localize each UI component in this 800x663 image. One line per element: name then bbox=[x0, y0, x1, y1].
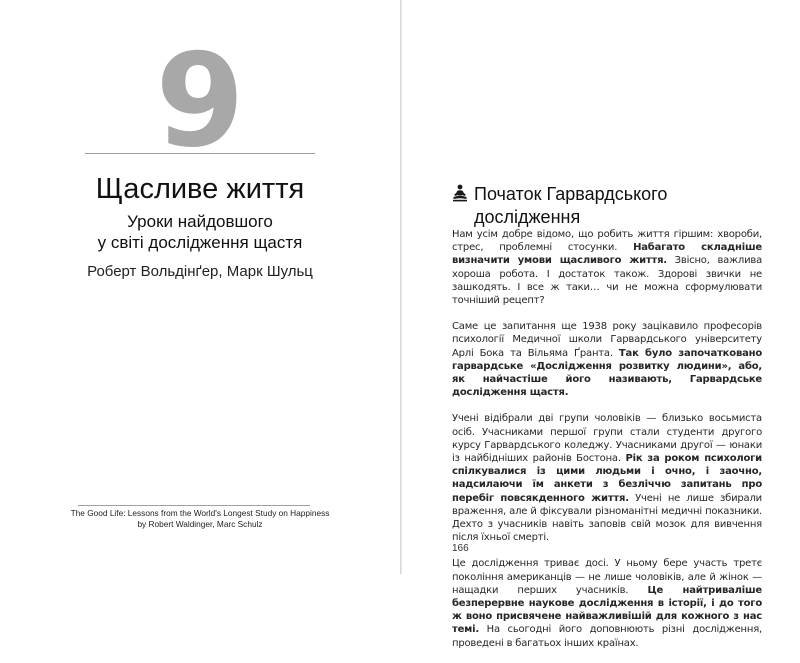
p3-text-a: Учені відібрали дві групи чоловіків — близько восьмиста осіб. Учасниками першої групи стали студенти другого курсу Гарвардського коледжу. Учасниками другої — юнаки із найбідніших районів Бостона. bbox=[452, 413, 762, 465]
p2-text: Саме це запитання ще 1938 року зацікавило професорів психології Медичної школи Гарвардського університету Арлі Бока та Вільяма Ґранта. bbox=[452, 321, 762, 359]
p4-bold: Це найтриваліше безперервне наукове дослідження в історії, і до того ж воно присвячене найважливішій для кожного з нас темі. bbox=[452, 584, 762, 636]
book-authors: Роберт Вольдінґер, Марк Шульц bbox=[87, 263, 313, 280]
book-title: Щасливе життя bbox=[95, 173, 305, 205]
p1-bold: Набагато складніше визначити умови щасливого життя. bbox=[452, 242, 762, 267]
meditation-figure-icon bbox=[452, 184, 468, 202]
p2-bold: Так було започатковано гарвардське «Дослідження розвитку людини», або, як найчастіше його називають, Гарвардське дослідження щастя. bbox=[452, 347, 762, 399]
subtitle-line-1: Уроки найдовшого bbox=[127, 212, 273, 231]
p3-bold: Рік за роком психологи спілкувалися із цими людьми і очно, і заочно, надсилаючи їм анкети з безліччю запитань про перебіг повсякденного життя. bbox=[452, 453, 762, 504]
p3-text-b: Учені не лише збирали враження, але й фіксували різноманітні медичні показники. Дехто з учасників навіть заповів свій мозок для вивчення після їхньої смерті. bbox=[452, 492, 762, 544]
paragraph-4 bbox=[452, 557, 762, 649]
p1-text-a: Нам усім добре відомо, що робить життя гіршим: хвороби, стрес, проблемні стосунки. bbox=[452, 229, 762, 254]
original-title: The Good Life: Lessons from the World's Longest Study on Happiness bbox=[70, 508, 330, 518]
chapter-number: 9 bbox=[155, 27, 245, 176]
p4-text-b: На сьогодні його доповнюють різні дослідження, проведені в багатьох інших країнах. bbox=[452, 624, 762, 649]
original-authors: by Robert Waldinger, Marc Schulz bbox=[137, 519, 263, 529]
paragraph-1 bbox=[452, 228, 762, 307]
paragraph-3 bbox=[452, 412, 762, 544]
body-text bbox=[452, 228, 762, 663]
p1-text-b: Звісно, важлива хороша робота. І достаток також. Здорові звички не зашкодять. І все ж таки… чи не можна сформулювати точніший рецепт? bbox=[452, 255, 762, 307]
book-subtitle bbox=[0, 211, 400, 253]
p4-text-a: Це дослідження триває досі. У ньому бере участь третє покоління американців — не лише чоловіків, але й жінок — нащадки перших учасників. bbox=[452, 558, 762, 596]
chapter-divider bbox=[85, 153, 315, 154]
left-page bbox=[0, 0, 400, 574]
paragraph-2 bbox=[452, 320, 762, 399]
original-book-credit bbox=[60, 508, 340, 530]
heading-line-1: Початок Гарвардського bbox=[474, 184, 668, 204]
footer-divider bbox=[78, 505, 310, 506]
page-number: 166 bbox=[452, 543, 469, 554]
heading-line-2: дослідження bbox=[474, 207, 581, 227]
section-heading bbox=[474, 183, 774, 229]
subtitle-line-2: у світі дослідження щастя bbox=[97, 233, 303, 252]
